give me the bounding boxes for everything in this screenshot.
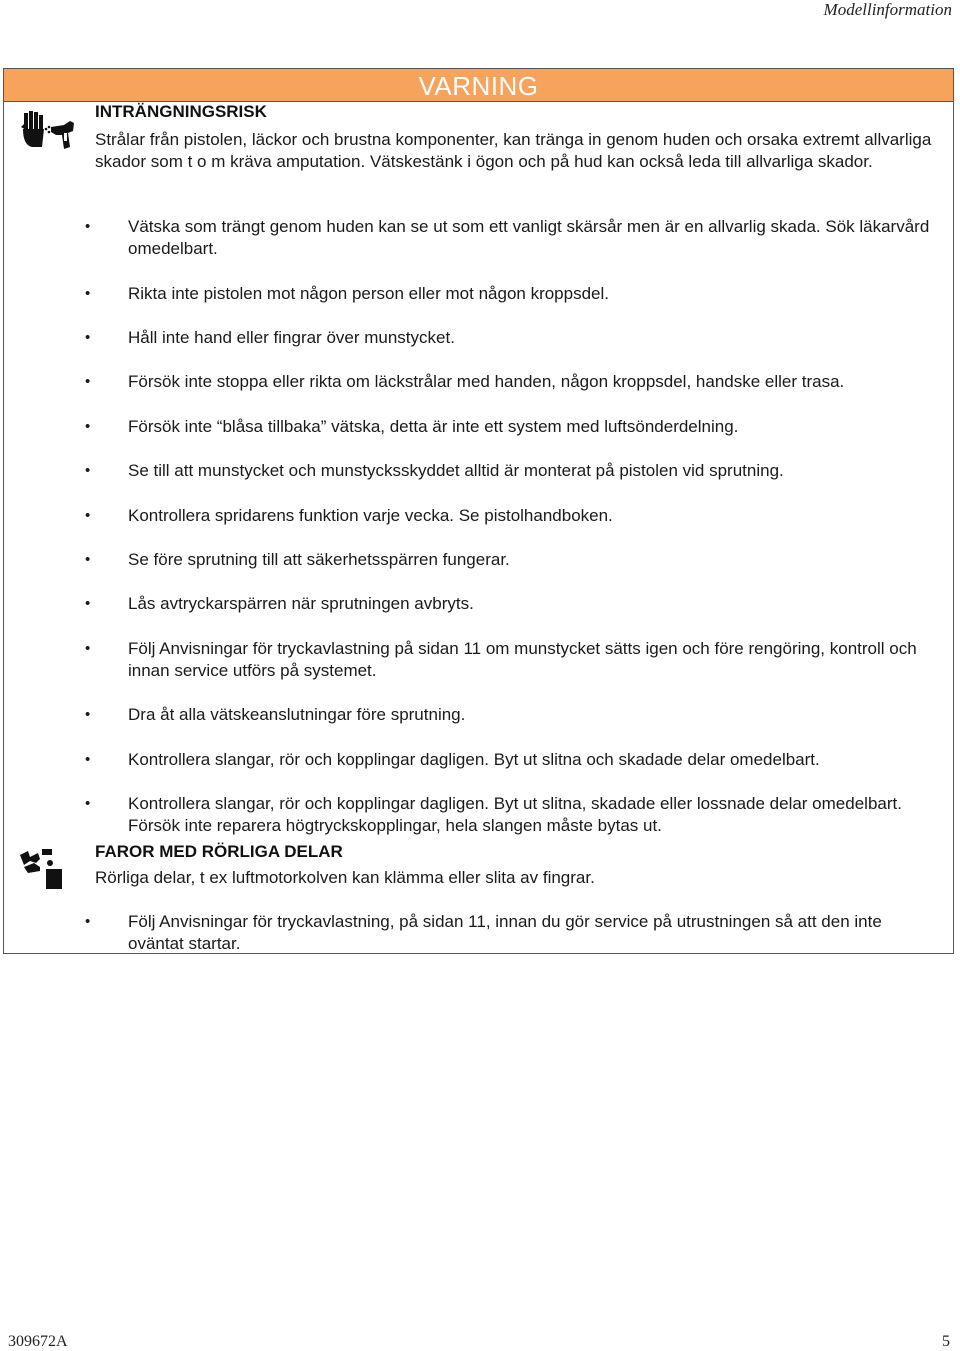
- page-number: 5: [942, 1333, 950, 1350]
- section-intro-injection: Strålar från pistolen, läckor och brustna komponenter, kan tränga in genom huden och orsaka extremt allvarliga skador som t o m kräva amputation. Vätskestänk i ögon och på hud kan också leda till allvarliga skador.: [95, 130, 932, 171]
- document-code: 309672A: [8, 1333, 68, 1350]
- injection-hazard-icon: [18, 109, 78, 155]
- moving-parts-hazard-icon: [18, 845, 68, 891]
- warning-banner: [4, 69, 953, 102]
- section-heading-moving-parts: FAROR MED RÖRLIGA DELAR: [95, 842, 343, 861]
- warning-title: VARNING: [418, 71, 539, 101]
- section-heading-injection: INTRÄNGNINGSRISK: [95, 102, 267, 121]
- warning-box: VARNING INTRÄNGNINGSRISK Strålar från pistolen, läckor och brustna komponenter, kan tränga in genom huden och orsaka extremt allvarliga skador som t o m kräva amputation. Vätskestänk i ögon och på hud kan också leda till allvarliga skador. • Vätska som trängt genom huden kan se ut som ett vanligt skärsår men är en allvarlig skada. Sök läkarvård omedelbart. • Rikta inte pistolen mot någon person eller mot någon kroppsdel. • Håll inte hand eller fingrar över munstycket. • Försök inte stoppa eller rikta om läckstrålar med handen, någon kroppsdel, handske eller trasa. • Försök inte “blåsa tillbaka” vätska, detta är inte ett system med luftsönderdelning. • Se till att munstycket och munstycksskyddet alltid är monterat på pistolen vid sprutning. • Kontrollera spridarens funktion varje vecka. Se pistolhandboken. • Se före sprutning till att säkerhetsspärren fungerar. • Lås avtryckarspärren när sprutningen avbryts. • Följ Anvisningar för tryckavlastning på sidan 11 om munstycket sätts igen och före rengöring, kontroll och innan service utförs på systemet. • Dra åt alla vätskeanslutningar före sprutning. • Kontrollera slangar, rör och kopplingar dagligen. Byt ut slitna och skadade delar omedelbart. • Kontrollera slangar, rör och kopplingar dagligen. Byt ut slitna, skadade eller lossnade delar omedelbart. Försök inte reparera högtryckskopplingar, hela slangen måste bytas ut. FAROR MED RÖRLIGA DELAR Rörliga delar, t ex luftmotorkolven kan klämma eller slita av fingrar. • Följ Anvisningar för tryckavlastning, på sidan 11, innan du gör service på utrustningen så att den inte oväntat startar.: [3, 68, 954, 954]
- running-header: Modellinformation: [823, 0, 952, 19]
- section-intro-moving-parts: Rörliga delar, t ex luftmotorkolven kan klämma eller slita av fingrar.: [95, 868, 595, 887]
